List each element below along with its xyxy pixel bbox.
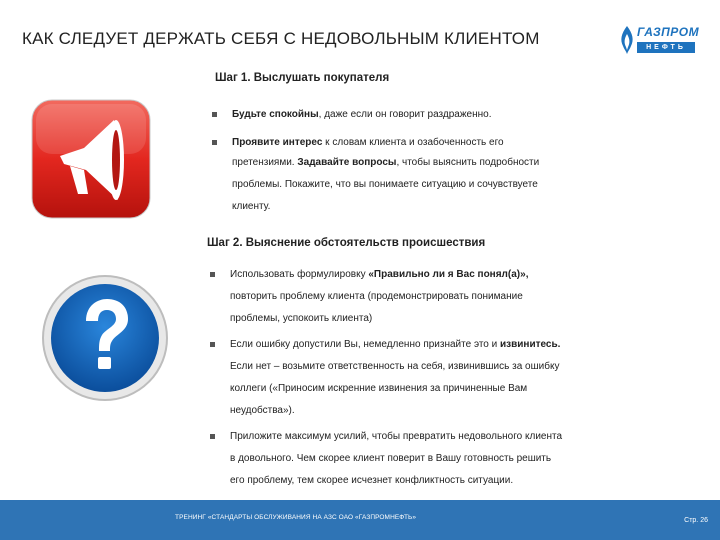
step2-b2-line-3: неудобства»). (230, 405, 295, 416)
step2-bullet-1 (230, 264, 528, 286)
footer-bar (0, 500, 720, 540)
bullet-marker (210, 434, 215, 439)
line-bold: Задавайте вопросы (297, 157, 397, 168)
footer-text: ТРЕНИНГ «СТАНДАРТЫ ОБСЛУЖИВАНИЯ НА АЗС ОАО «ГАЗПРОМНЕФТЬ» (175, 514, 417, 521)
step2-b3-line-2: его проблему, тем скорее исчезнет конфликтность ситуации. (230, 475, 514, 486)
bullet-text: Если ошибку допустили Вы, немедленно признайте это и (230, 339, 500, 350)
step1-bullet-2 (232, 132, 504, 154)
step2-b2-line-1: Если нет – возьмите ответственность на себя, извинившись за ошибку (230, 361, 560, 372)
bullet-bold: извинитесь. (500, 339, 561, 350)
bullet-marker (212, 140, 217, 145)
line-text: претензиями. (232, 157, 298, 168)
logo-name: ГАЗПРОМ (637, 25, 700, 39)
step2-bullet-2 (230, 334, 560, 356)
bullet-text: , даже если он говорит раздраженно. (318, 109, 492, 120)
step1-line-2: проблемы. Покажите, что вы понимаете ситуацию и сочувствуете (232, 179, 538, 190)
logo-sub: НЕФТЬ (646, 44, 686, 51)
step2-b1-line-2: проблемы, успокоить клиента) (230, 313, 373, 324)
step1-bullet-1 (232, 104, 491, 126)
line-text: , чтобы выяснить подробности (396, 157, 540, 168)
gazprom-neft-logo (617, 22, 700, 58)
bullet-marker (212, 112, 217, 117)
bullet-bold: Будьте спокойны (232, 109, 319, 120)
bullet-bold: Проявите интерес (232, 137, 323, 148)
logo-flame-icon (617, 24, 637, 56)
step2-b2-line-2: коллеги («Приносим искренние извинения за причиненные Вам (230, 383, 528, 394)
question-icon (40, 273, 170, 403)
bullet-text: Использовать формулировку (230, 269, 369, 280)
step2-b1-line-1: повторить проблему клиента (продемонстрировать понимание (230, 291, 523, 302)
megaphone-icon (30, 98, 152, 220)
bullet-marker (210, 272, 215, 277)
step2-bullet-3 (230, 426, 562, 448)
bullet-marker (210, 342, 215, 347)
bullet-text: к словам клиента и озабоченность его (322, 137, 504, 148)
step1-line-3: клиенту. (232, 201, 271, 212)
step1-heading: Шаг 1. Выслушать покупателя (215, 72, 390, 84)
logo-bar (637, 42, 695, 53)
bullet-text: Приложите максимум усилий, чтобы превратить недовольного клиента (230, 431, 563, 442)
step2-b3-line-1: в довольного. Чем скорее клиент поверит в Вашу готовность решить (230, 453, 552, 464)
bullet-bold: «Правильно ли я Вас понял(а)», (368, 269, 529, 280)
page-number: Стр. 26 (684, 517, 708, 524)
step1-line-1 (232, 152, 539, 174)
step2-heading: Шаг 2. Выяснение обстоятельств происшествия (207, 237, 486, 249)
page-title: КАК СЛЕДУЕТ ДЕРЖАТЬ СЕБЯ С НЕДОВОЛЬНЫМ КЛИЕНТОМ (22, 29, 540, 48)
